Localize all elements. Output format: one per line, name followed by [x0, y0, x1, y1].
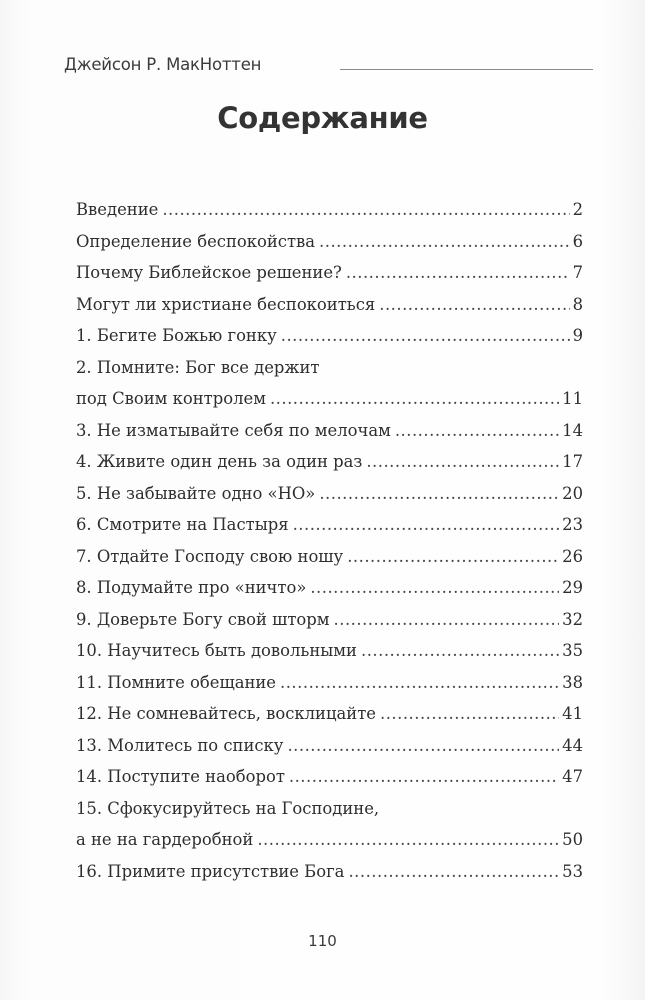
dot-leader [334, 604, 560, 636]
toc-entry-page: 53 [562, 861, 583, 881]
toc-entry[interactable] [76, 226, 583, 258]
toc-entry-label: 7. Отдайте Господу свою ношу [76, 546, 344, 566]
toc-entry-page: 6 [572, 231, 583, 251]
toc-entry[interactable] [76, 793, 583, 825]
toc-entry-page: 35 [562, 641, 583, 660]
toc-entry[interactable] [76, 383, 583, 415]
toc-entry[interactable] [76, 320, 583, 352]
running-head-rule [340, 69, 593, 70]
toc-entry-page: 2 [572, 200, 583, 219]
toc-entry[interactable] [76, 446, 583, 478]
toc-entry-page: 23 [562, 515, 583, 534]
toc-entry[interactable] [76, 730, 583, 762]
toc-entry-label: 5. Не забывайте одно «НО» [76, 483, 316, 503]
dot-leader [319, 226, 570, 258]
dot-leader [380, 698, 559, 730]
toc-entry[interactable] [76, 509, 583, 541]
dot-leader [293, 509, 560, 541]
toc-entry[interactable] [76, 289, 583, 321]
toc-entry-page: 47 [562, 767, 583, 786]
dot-leader [310, 572, 559, 604]
toc-entry-label: Введение [76, 200, 159, 219]
toc-entry-label: 8. Подумайте про «ничто» [76, 578, 307, 597]
toc-entry[interactable] [76, 194, 583, 226]
toc-entry-label: 14. Поступите наоборот [76, 767, 285, 786]
toc-entry-label: 1. Бегите Божью гонку [76, 326, 277, 345]
toc-entry[interactable] [76, 761, 583, 793]
toc-entry[interactable] [76, 478, 583, 510]
toc-entry-page: 8 [572, 294, 583, 314]
toc-entry-label: 4. Живите один день за один раз [76, 452, 363, 471]
toc-entry-page: 32 [562, 609, 583, 629]
running-head-author: Джейсон Р. МакНоттен [64, 55, 262, 74]
dot-leader [395, 415, 559, 447]
dot-leader [361, 635, 559, 667]
toc-entry-label: Могут ли христиане беспокоиться [76, 294, 376, 314]
dot-leader [270, 383, 559, 415]
toc-entry[interactable] [76, 541, 583, 573]
dot-leader [162, 194, 569, 226]
dot-leader [366, 446, 559, 478]
page-number: 110 [308, 932, 337, 950]
toc-entry[interactable] [76, 824, 583, 856]
toc-entry-label: 3. Не изматывайте себя по мелочам [76, 420, 391, 440]
dot-leader [346, 257, 570, 289]
toc-entry-page: 44 [562, 735, 583, 755]
toc-entry-label: Почему Библейское решение? [76, 263, 342, 282]
dot-leader [257, 824, 559, 856]
toc-entry-label: 2. Помните: Бог все держит [76, 357, 320, 377]
toc-entry-page: 41 [562, 704, 583, 723]
dot-leader [348, 856, 559, 888]
toc-entry-page: 29 [562, 578, 583, 597]
toc-entry-label: 11. Помните обещание [76, 672, 277, 692]
toc-entry[interactable] [76, 604, 583, 636]
toc-entry-label: 16. Примите присутствие Бога [76, 861, 345, 881]
toc-entry-label: под Своим контролем [76, 389, 266, 408]
toc-entry-page: 7 [572, 263, 583, 282]
page-title: Содержание [217, 101, 428, 135]
dot-leader [287, 730, 559, 762]
toc-entry-page: 14 [562, 420, 583, 440]
toc-entry-page: 17 [562, 452, 583, 471]
dot-leader [289, 761, 559, 793]
toc-entry-label: 15. Сфокусируйтесь на Господине, [76, 798, 380, 818]
dot-leader [319, 478, 559, 510]
toc-entry-label: 12. Не сомневайтесь, восклицайте [76, 704, 376, 723]
toc-entry-label: 6. Смотрите на Пастыря [76, 515, 289, 534]
toc-entry-page: 9 [572, 326, 583, 345]
toc-entry[interactable] [76, 352, 583, 384]
dot-leader [347, 541, 559, 573]
dot-leader [280, 667, 559, 699]
toc-entry[interactable] [76, 856, 583, 888]
toc-entry-label: 9. Доверьте Богу свой шторм [76, 609, 330, 629]
toc-entry[interactable] [76, 698, 583, 730]
toc-entry-label: 13. Молитесь по списку [76, 735, 284, 755]
toc-entry[interactable] [76, 257, 583, 289]
toc-entry[interactable] [76, 667, 583, 699]
toc-entry-page: 20 [562, 483, 583, 503]
toc-entry-page: 50 [562, 830, 583, 849]
toc-entry[interactable] [76, 415, 583, 447]
toc-entry-label: Определение беспокойства [76, 231, 316, 251]
dot-leader [379, 289, 569, 321]
toc-entry-page: 26 [562, 546, 583, 566]
dot-leader [281, 320, 570, 352]
toc-entry-page: 38 [562, 672, 583, 692]
toc-entry-label: а не на гардеробной [76, 830, 254, 849]
table-of-contents [76, 194, 583, 887]
toc-entry-page: 11 [562, 389, 583, 408]
toc-entry[interactable] [76, 572, 583, 604]
toc-entry-label: 10. Научитесь быть довольными [76, 641, 357, 660]
toc-entry[interactable] [76, 635, 583, 667]
